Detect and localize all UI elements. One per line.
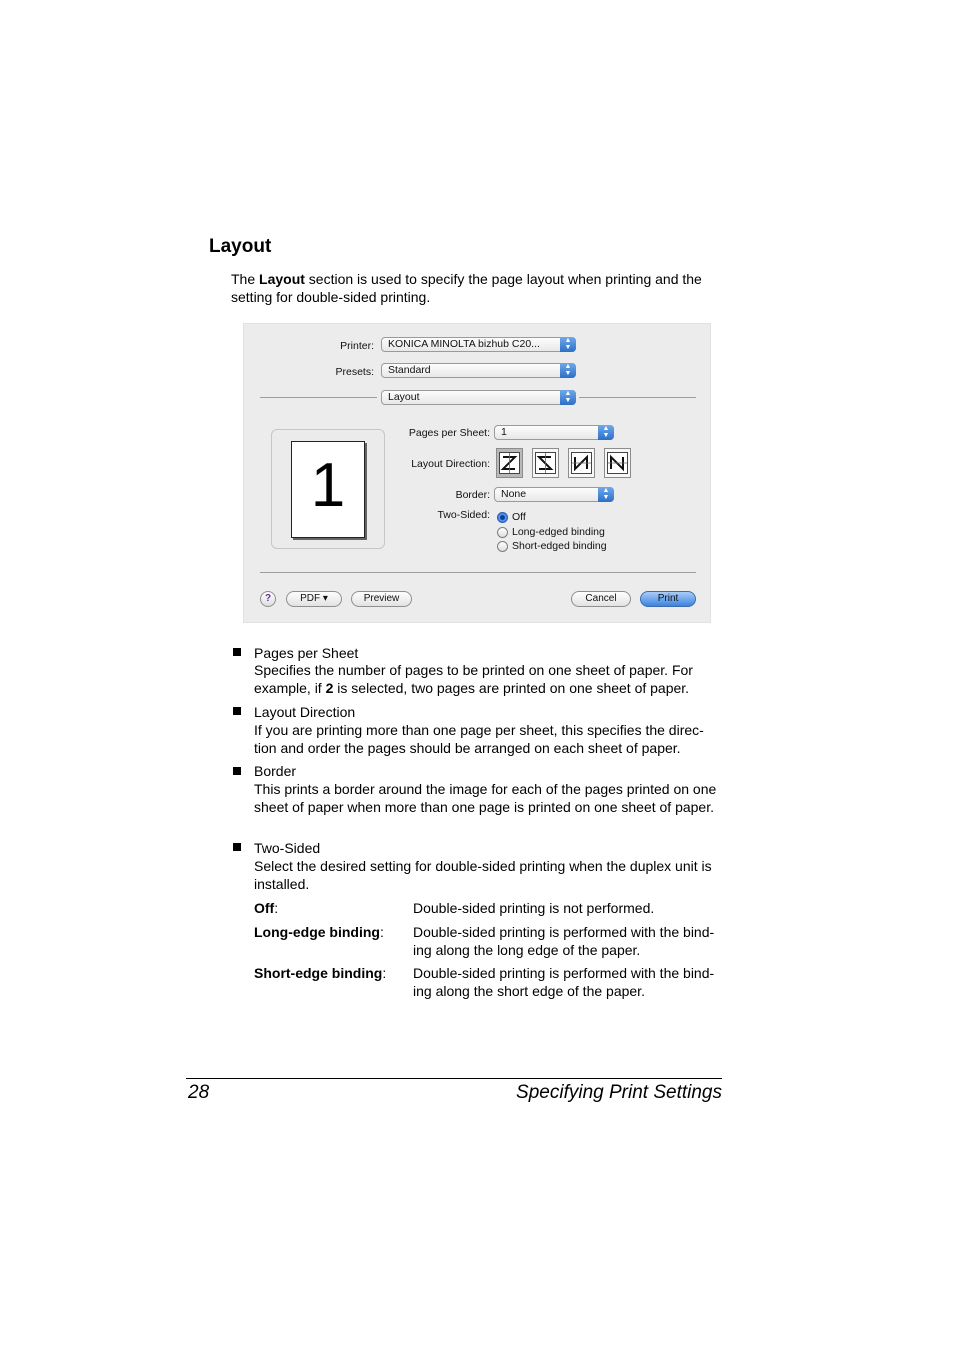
item-title: Layout Direction [254, 704, 356, 720]
two-sided-short-radio[interactable] [497, 541, 508, 552]
item-description: Select the desired setting for double-sided printing when the duplex unit is installed. [254, 858, 712, 892]
bullet-icon [233, 707, 241, 715]
preview-button[interactable]: Preview [351, 591, 412, 607]
option-term: Off: [254, 900, 279, 916]
pages-per-sheet-select[interactable]: 1 ▲ ▼ [494, 425, 614, 440]
pages-per-sheet-label: Pages per Sheet: [408, 427, 490, 439]
popup-arrows-icon: ▲ ▼ [598, 487, 614, 502]
two-sided-short-label: Short-edged binding [512, 540, 607, 552]
z-order-icon[interactable] [496, 448, 523, 478]
bullet-icon [233, 767, 241, 775]
panel-select[interactable]: Layout ▲ ▼ [381, 390, 576, 405]
option-term: Long-edge binding: [254, 924, 384, 940]
bullet-icon [233, 648, 241, 656]
border-select[interactable]: None ▲ ▼ [494, 487, 614, 502]
popup-arrows-icon: ▲ ▼ [560, 390, 576, 405]
option-definition: Double-sided printing is performed with the bind-ing along the long edge of the paper. [413, 924, 715, 958]
chapter-title: Specifying Print Settings [516, 1082, 722, 1103]
item-title: Border [254, 763, 297, 779]
reverse-s-order-icon[interactable] [532, 448, 559, 478]
popup-arrows-icon: ▲ ▼ [598, 425, 614, 440]
preview-page-number: 1 [310, 451, 346, 520]
printer-select[interactable]: KONICA MINOLTA bizhub C20... ▲ ▼ [381, 337, 576, 352]
layout-direction-label: Layout Direction: [411, 458, 490, 470]
divider [260, 572, 696, 573]
option-term: Short-edge binding: [254, 965, 387, 981]
printer-label: Printer: [340, 340, 374, 352]
popup-arrows-icon: ▲ ▼ [560, 363, 576, 378]
two-sided-long-label: Long-edged binding [512, 526, 605, 538]
presets-label: Presets: [335, 366, 374, 378]
intro-paragraph: The Layout section is used to specify the page layout when printing and the setting for double-sided printing. [231, 271, 702, 305]
two-sided-off-radio[interactable] [497, 512, 508, 523]
pdf-button[interactable]: PDF ▾ [286, 591, 342, 607]
footer-rule [186, 1078, 722, 1079]
divider [260, 397, 377, 398]
two-sided-off-label: Off [512, 511, 526, 523]
popup-arrows-icon: ▲ ▼ [560, 337, 576, 352]
section-title: Layout [209, 236, 272, 257]
page-number: 28 [188, 1082, 210, 1103]
option-definition: Double-sided printing is performed with the bind-ing along the short edge of the paper. [413, 965, 715, 999]
divider [579, 397, 696, 398]
item-description: This prints a border around the image for each of the pages printed on one sheet of paper when more than one page is printed on one sheet of paper. [254, 781, 717, 815]
bullet-icon [233, 843, 241, 851]
option-definition: Double-sided printing is not performed. [413, 900, 655, 916]
n-order-icon[interactable] [604, 448, 631, 478]
item-title: Two-Sided [254, 840, 321, 856]
item-title: Pages per Sheet [254, 645, 359, 661]
help-button[interactable]: ? [260, 591, 276, 607]
two-sided-long-radio[interactable] [497, 527, 508, 538]
page-preview [271, 429, 385, 549]
two-sided-label: Two-Sided: [437, 509, 490, 521]
border-label: Border: [455, 489, 490, 501]
item-description: Specifies the number of pages to be printed on one sheet of paper. For example, if 2 is selected, two pages are printed on one sheet of paper. [254, 662, 693, 696]
print-dialog [243, 323, 711, 623]
reverse-n-order-icon[interactable] [568, 448, 595, 478]
preview-page [291, 441, 365, 538]
presets-select[interactable]: Standard ▲ ▼ [381, 363, 576, 378]
cancel-button[interactable]: Cancel [571, 591, 631, 607]
item-description: If you are printing more than one page per sheet, this specifies the direc-tion and order the pages should be arranged on each sheet of paper. [254, 722, 704, 756]
print-button[interactable]: Print [640, 591, 696, 607]
